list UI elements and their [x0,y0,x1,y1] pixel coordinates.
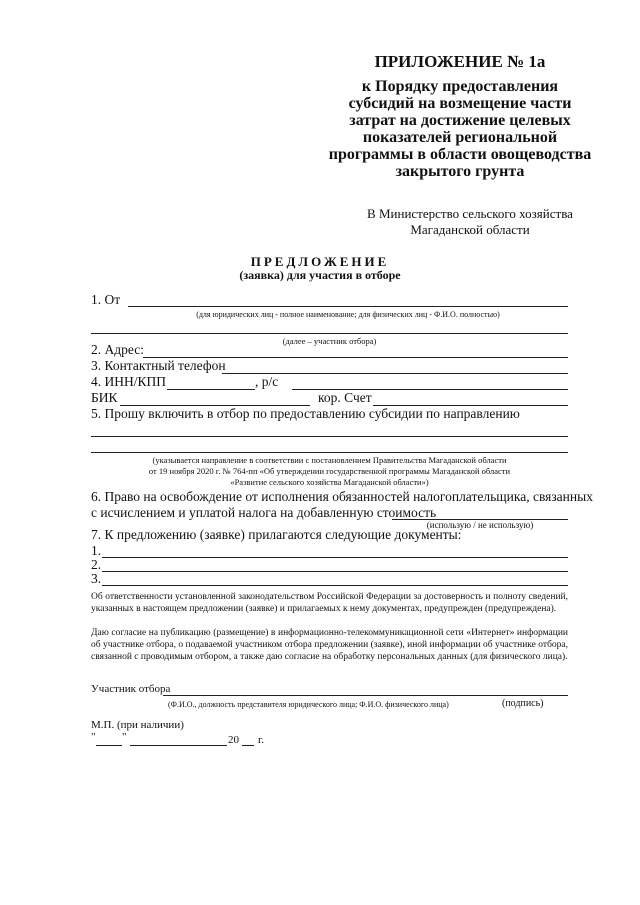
stamp-label: М.П. (при наличии) [91,719,184,731]
from-label: 1. От [91,292,121,307]
item5-caption-2: от 19 ноября 2020 г. № 764-пп «Об утверждении государственной программы Магаданской области [148,466,511,476]
item5-text: 5. Прошу включить в отбор по предоставлению субсидии по направлению [91,406,520,421]
signature-caption: (подпись) [502,698,544,709]
item6-line-2: с исчислением и уплатой налога на добавленную стоимость [91,505,437,520]
header-line-2: субсидий на возмещение части [348,95,572,112]
header-line-1: к Порядку предоставления [361,78,559,95]
item6-line-1: 6. Право на освобождение от исполнения обязанностей налогоплательщика, связанных [91,489,593,504]
header-line-6: закрытого грунта [395,163,525,180]
address-label: 2. Адрес: [91,342,144,357]
header-line-4: показателей региональной [362,129,558,146]
from-caption: (для юридических лиц - полное наименование; для физических лиц - Ф.И.О. полностью) [196,310,500,319]
bik-label: БИК [91,390,118,405]
doc-item-3-line[interactable] [102,585,568,586]
inn-input-line[interactable] [167,389,255,390]
date-open-quote: " [91,731,96,743]
item5-caption-3: «Развитие сельского хозяйства Магаданской области») [230,477,429,487]
document-title: ПРЕДЛОЖЕНИЕ [250,254,390,269]
date-year-prefix: 20 [228,734,239,746]
participant-input-line[interactable] [163,695,568,696]
from-input-line[interactable] [128,306,568,307]
appendix-title: ПРИЛОЖЕНИЕ № 1а [374,52,546,71]
header-line-5: программы в области овощеводства [328,146,592,163]
phone-label: 3. Контактный телефон [91,358,226,373]
from-input-line-2[interactable] [91,333,568,334]
header-line-3: затрат на достижение целевых [349,112,571,129]
date-day-line[interactable] [96,745,122,746]
inn-label: 4. ИНН/КПП [91,374,167,389]
account-label: , р/с [255,374,279,389]
corr-account-label: кор. Счет [318,390,372,405]
doc-item-2-line[interactable] [102,571,568,572]
consent-notice: Даю согласие на публикацию (размещение) в информационно-телекоммуникационной сети «Интернет» информации об участнике отбора, о подаваемой участником отбора предложении (заявке), иной информации об участнике отбора, связанной с проводимым отбором, а также даю согласие на обработку персональных данных (для физического лица). [91,628,568,662]
doc-item-3-number: 3. [91,571,102,586]
fio-caption: (Ф.И.О., должность представителя юридического лица; Ф.И.О. физического лица) [168,700,449,709]
date-close-quote: " [122,731,127,743]
item6-caption: (использую / не использую) [426,520,534,530]
doc-item-1-number: 1. [91,543,102,558]
document-subtitle: (заявка) для участия в отборе [239,268,401,282]
doc-item-1-line[interactable] [102,557,568,558]
date-suffix: г. [258,734,265,746]
responsibility-notice: Об ответственности установленной законодательством Российской Федерации за достоверность и полноту сведений, указанных в настоящем предложении (заявке) и прилагаемых к нему документах, предупрежден (предупреждена). [91,592,568,614]
addressee-line-1: В Министерство сельского хозяйства [367,206,573,221]
item5-caption-1: (указывается направление в соответствии с постановлением Правительства Магаданской области [152,455,507,465]
date-year-line[interactable] [242,745,254,746]
participant-label: Участник отбора [91,683,171,695]
addressee-line-2: Магаданской области [410,222,530,237]
item5-input-line-2[interactable] [91,452,568,453]
doc-item-2-number: 2. [91,557,102,572]
date-month-line[interactable] [130,745,227,746]
participant-caption: (далее – участник отбора) [282,336,377,346]
item5-input-line-1[interactable] [91,436,568,437]
item7-label: 7. К предложению (заявке) прилагаются следующие документы: [91,527,462,542]
